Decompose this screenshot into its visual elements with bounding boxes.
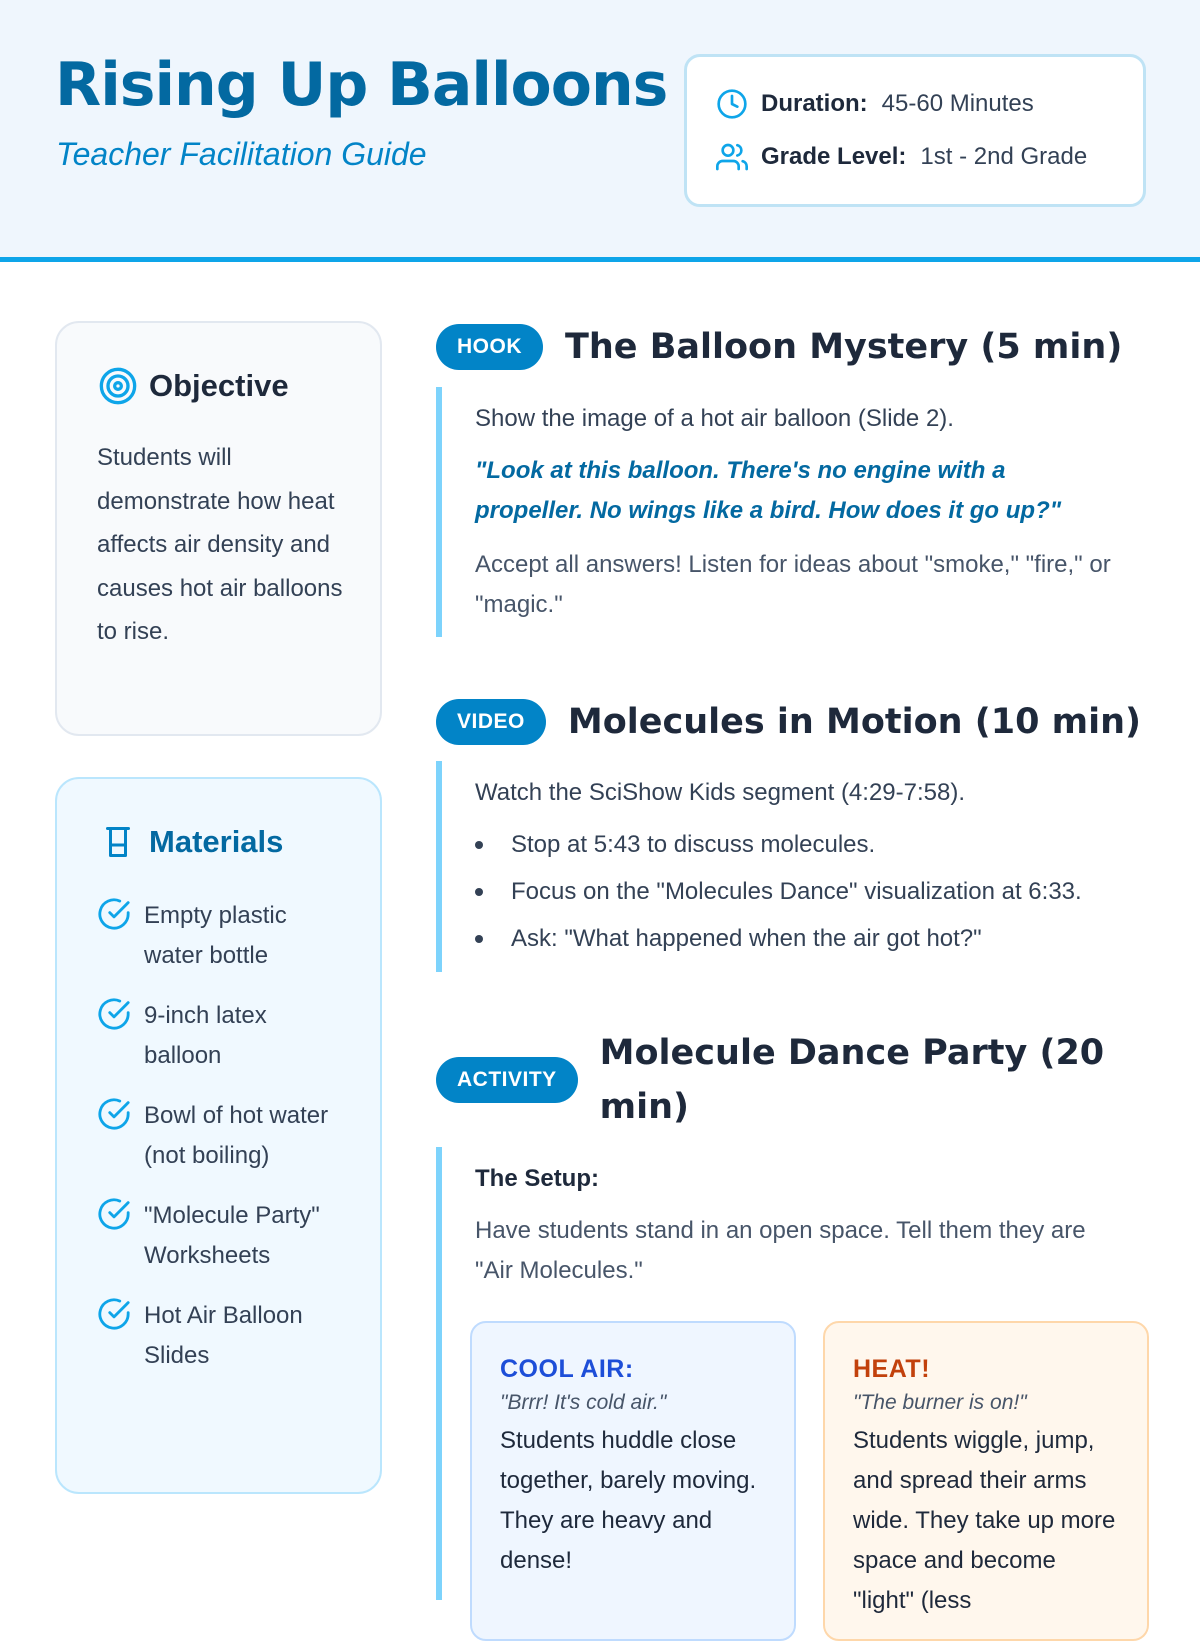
cool-air-title: COOL AIR: bbox=[500, 1355, 634, 1383]
check-circle-icon bbox=[97, 1097, 131, 1131]
material-item bbox=[97, 1096, 344, 1176]
hook-section-body bbox=[436, 387, 1136, 637]
objective-card bbox=[55, 321, 382, 736]
video-bullet: Stop at 5:43 to discuss molecules. bbox=[475, 821, 1156, 868]
material-item bbox=[97, 1296, 344, 1376]
page-title: Rising Up Balloons bbox=[55, 50, 668, 120]
duration-value: 45-60 Minutes bbox=[881, 90, 1034, 117]
cool-air-box bbox=[470, 1321, 796, 1641]
material-label: "Molecule Party" Worksheets bbox=[144, 1202, 320, 1269]
objective-title: Objective bbox=[149, 368, 289, 403]
heat-quote: "The burner is on!" bbox=[853, 1391, 1027, 1414]
activity-section-header bbox=[436, 1026, 1120, 1134]
hook-intro: Show the image of a hot air balloon (Slide 2). bbox=[475, 405, 954, 432]
check-circle-icon bbox=[97, 997, 131, 1031]
beaker-icon bbox=[97, 821, 139, 863]
objective-text: Students will demonstrate how heat affects air density and causes hot air balloons to rise. bbox=[97, 444, 343, 645]
cool-air-text: Students huddle close together, barely moving. They are heavy and dense! bbox=[500, 1427, 757, 1574]
setup-text: Have students stand in an open space. Tell them they are "Air Molecules." bbox=[475, 1217, 1086, 1284]
video-section-header bbox=[436, 695, 1141, 749]
check-circle-icon bbox=[97, 897, 131, 931]
video-intro: Watch the SciShow Kids segment (4:29-7:58). bbox=[475, 779, 966, 806]
hook-section-header bbox=[436, 320, 1122, 374]
setup-label: The Setup: bbox=[475, 1165, 599, 1192]
video-title: Molecules in Motion (10 min) bbox=[567, 702, 1142, 742]
activity-title: Molecule Dance Party (20 min) bbox=[599, 1033, 1105, 1127]
hook-badge: HOOK bbox=[436, 324, 543, 370]
duration-label: Duration: bbox=[761, 90, 868, 117]
video-bullet: Ask: "What happened when the air got hot?" bbox=[475, 915, 1156, 962]
video-bullet-list bbox=[475, 821, 1156, 962]
material-label: 9-inch latex balloon bbox=[144, 1002, 267, 1069]
check-circle-icon bbox=[97, 1297, 131, 1331]
material-label: Empty plastic water bottle bbox=[144, 902, 287, 969]
cool-air-quote: "Brrr! It's cold air." bbox=[500, 1391, 667, 1414]
target-icon bbox=[97, 365, 139, 407]
hook-note: Accept all answers! Listen for ideas about "smoke," "fire," or "magic." bbox=[475, 551, 1111, 618]
users-icon bbox=[715, 140, 749, 174]
video-bullet: Focus on the "Molecules Dance" visualization at 6:33. bbox=[475, 868, 1156, 915]
material-item bbox=[97, 896, 344, 976]
page-header bbox=[0, 0, 1200, 262]
lesson-info-card bbox=[684, 54, 1146, 207]
hook-quote: "Look at this balloon. There's no engine with a propeller. No wings like a bird. How does it go up?" bbox=[475, 457, 1062, 524]
grade-value: 1st - 2nd Grade bbox=[920, 143, 1088, 170]
activity-badge: ACTIVITY bbox=[436, 1057, 578, 1103]
page-subtitle: Teacher Facilitation Guide bbox=[56, 136, 427, 172]
grade-row bbox=[715, 140, 1087, 174]
material-item bbox=[97, 1196, 344, 1276]
grade-label: Grade Level: bbox=[761, 143, 907, 170]
heat-text: Students wiggle, jump, and spread their arms wide. They take up more space and become "light" (less bbox=[853, 1427, 1116, 1614]
video-section-body bbox=[436, 761, 1156, 972]
materials-card bbox=[55, 777, 382, 1494]
material-label: Bowl of hot water (not boiling) bbox=[144, 1102, 329, 1169]
heat-box bbox=[823, 1321, 1149, 1641]
material-item bbox=[97, 996, 344, 1076]
objective-heading bbox=[97, 365, 289, 407]
clock-icon bbox=[715, 87, 749, 121]
duration-row bbox=[715, 87, 1034, 121]
hook-title: The Balloon Mystery (5 min) bbox=[565, 327, 1123, 367]
materials-heading bbox=[97, 821, 283, 863]
video-badge: VIDEO bbox=[436, 699, 546, 745]
material-label: Hot Air Balloon Slides bbox=[144, 1302, 303, 1369]
materials-list bbox=[97, 896, 344, 1396]
heat-title: HEAT! bbox=[853, 1355, 931, 1383]
materials-title: Materials bbox=[149, 824, 284, 859]
check-circle-icon bbox=[97, 1197, 131, 1231]
